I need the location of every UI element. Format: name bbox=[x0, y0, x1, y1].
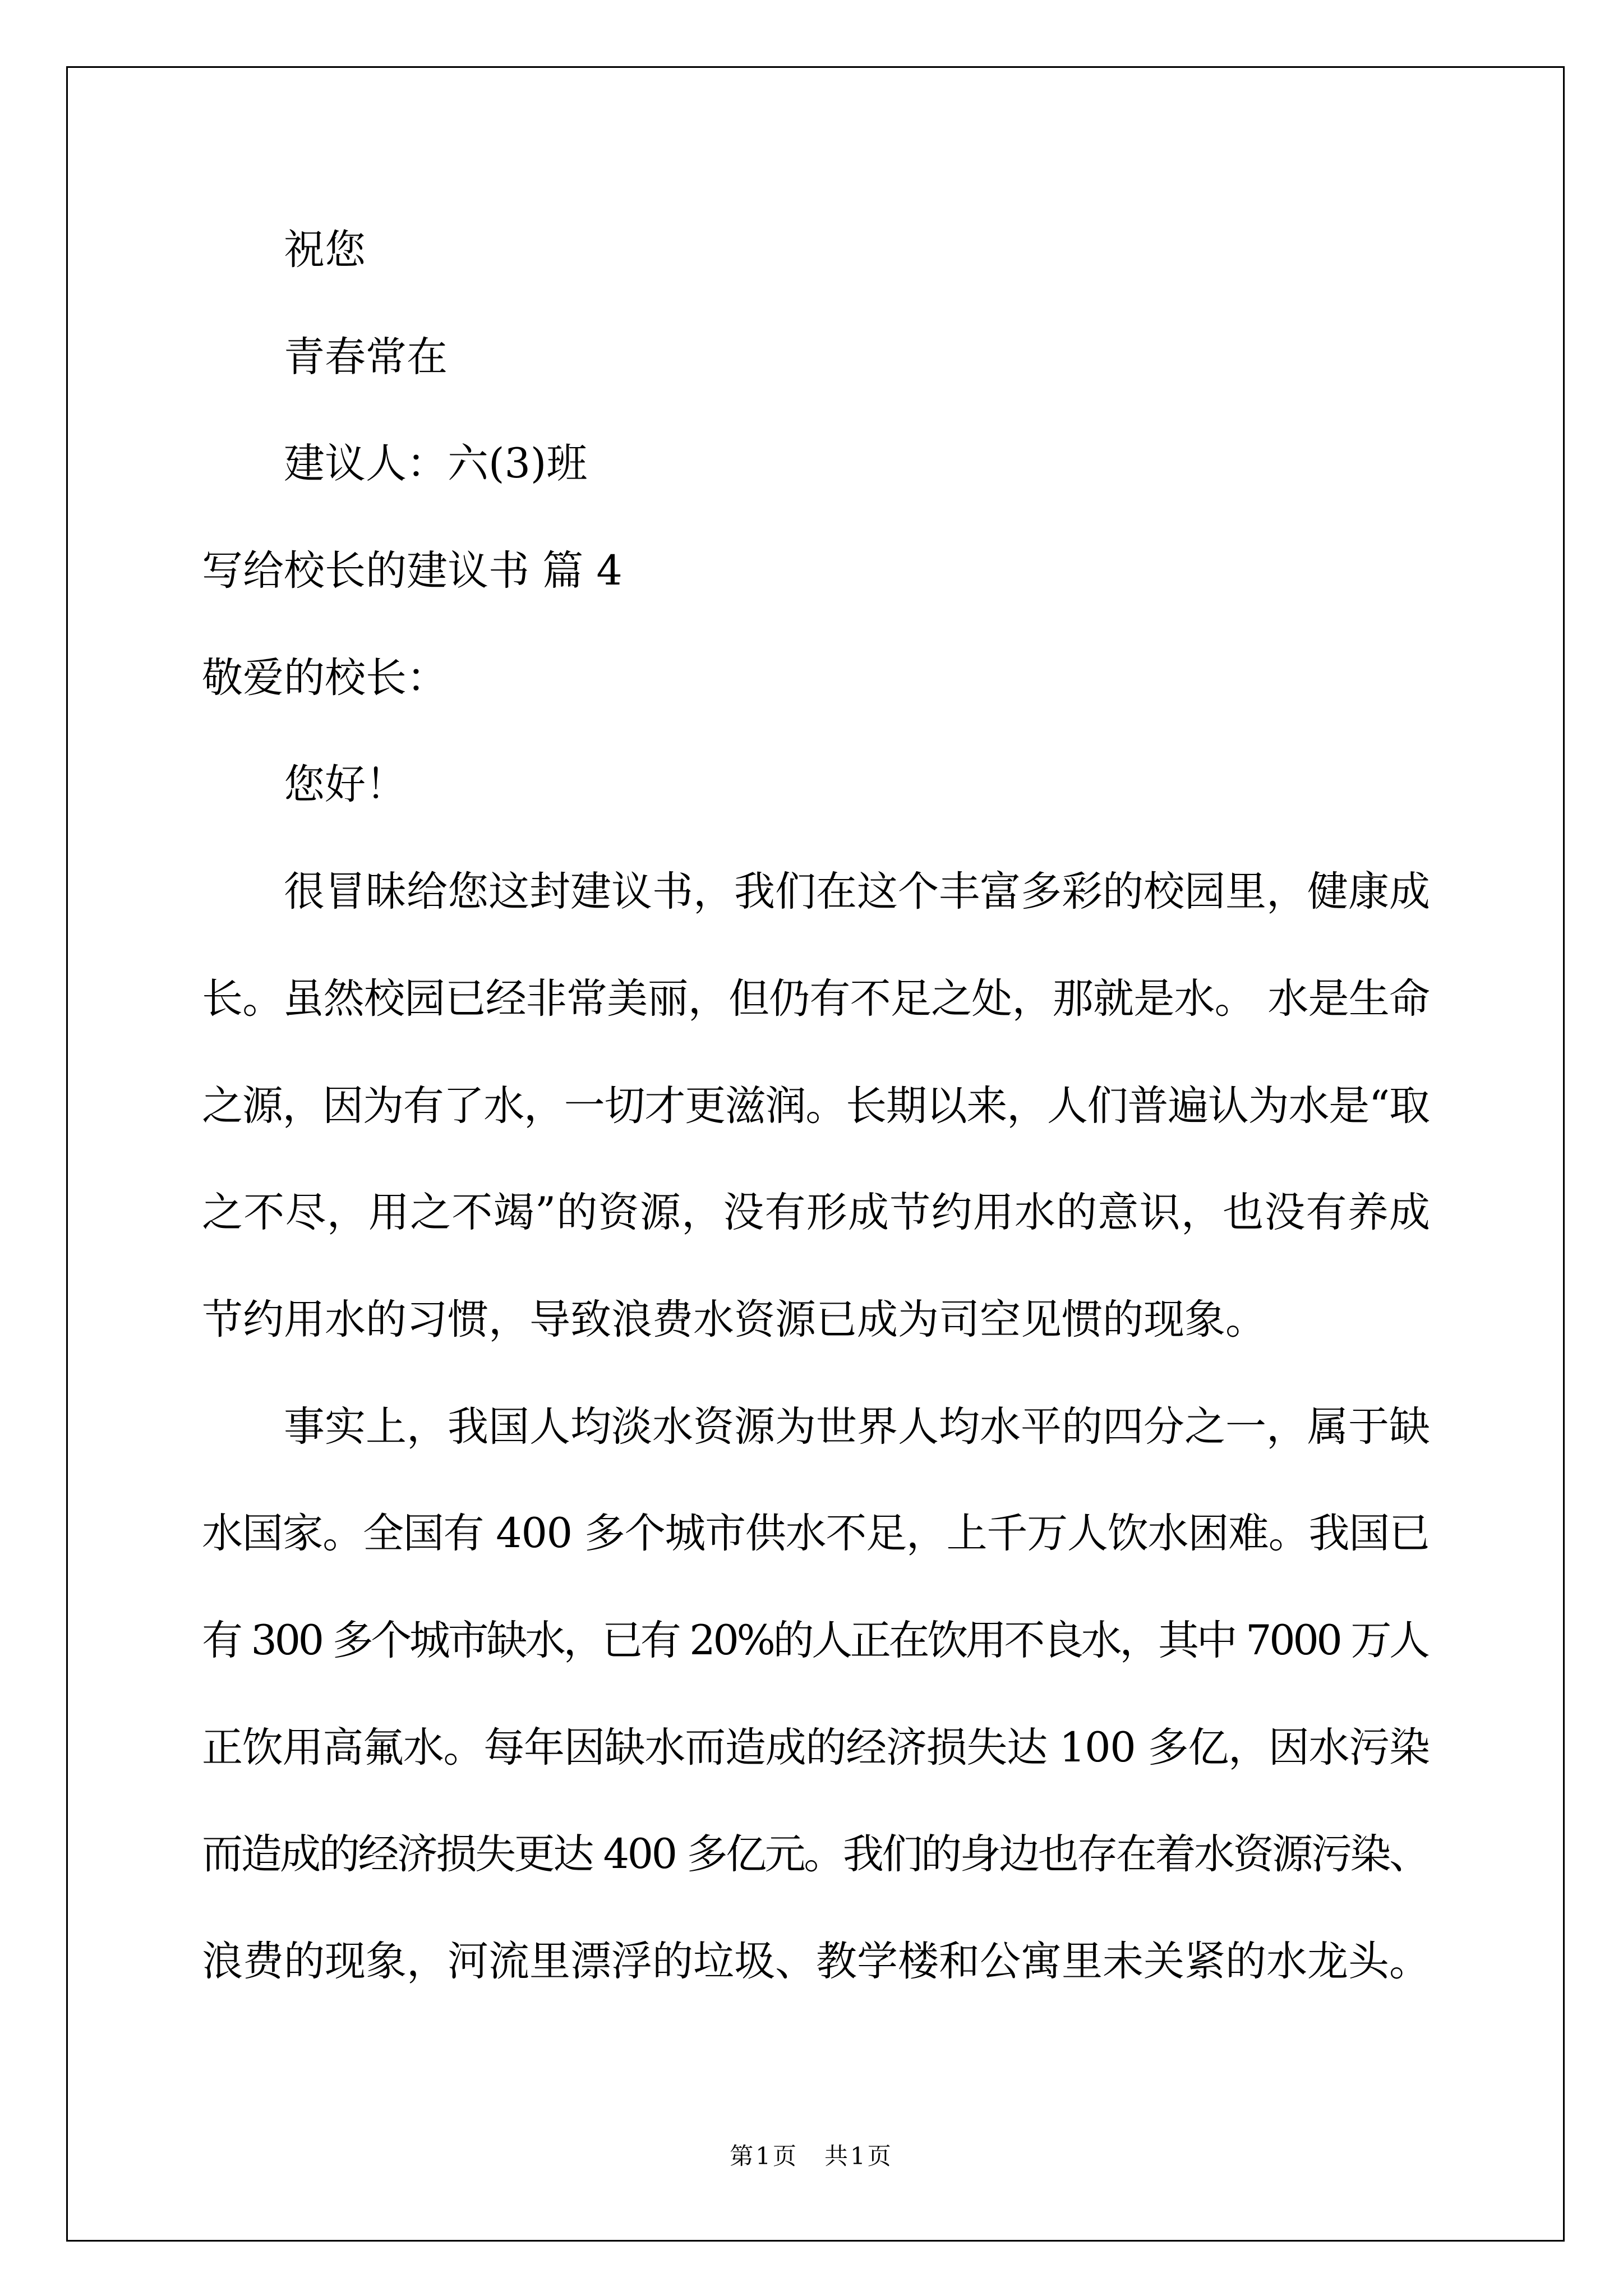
signature-line: 建议人：六(3)班 bbox=[284, 440, 588, 488]
document-body bbox=[202, 197, 1430, 2016]
page-number: 第1页 共1页 bbox=[730, 2142, 893, 2170]
paragraph-line: 之不尽，用之不竭”的资源，没有形成节约用水的意识，也没有养成 bbox=[202, 1189, 1431, 1237]
body-paragraph bbox=[202, 839, 1430, 1373]
paragraph-line: 而造成的经济损失更达 400 多亿元。我们的身边也存在着水资源污染、 bbox=[202, 1830, 1428, 1879]
paragraph-line: 很冒昧给您这封建议书，我们在这个丰富多彩的校园里，健康成 bbox=[284, 868, 1430, 916]
body-paragraph bbox=[202, 1374, 1430, 2016]
section-title: 写给校长的建议书 篇 4 bbox=[202, 547, 623, 595]
paragraph-line: 节约用水的习惯，导致浪费水资源已成为司空见惯的现象。 bbox=[202, 1295, 1266, 1343]
paragraph-line: 之源，因为有了水，一切才更滋润。长期以来，人们普遍认为水是“取 bbox=[202, 1082, 1430, 1130]
paragraph-line: 事实上，我国人均淡水资源为世界人均水平的四分之一，属于缺 bbox=[284, 1402, 1430, 1451]
closing-wish: 青春常在 bbox=[284, 333, 448, 381]
paragraph-line: 浪费的现象，河流里漂浮的垃圾、教学楼和公寓里未关紧的水龙头。 bbox=[202, 1938, 1430, 1985]
closing-salutation: 祝您 bbox=[284, 226, 366, 274]
opening-line: 您好！ bbox=[284, 761, 407, 809]
paragraph-line: 长。虽然校园已经非常美丽，但仍有不足之处，那就是水。 水是生命 bbox=[202, 974, 1430, 1023]
greeting-line: 敬爱的校长： bbox=[202, 654, 448, 702]
paragraph-line: 水国家。全国有 400 多个城市供水不足，上千万人饮水困难。我国已 bbox=[202, 1510, 1430, 1558]
paragraph-line: 有 300 多个城市缺水，已有 20%的人正在饮用不良水，其中 7000 万人 bbox=[202, 1616, 1428, 1664]
paragraph-line: 正饮用高氟水。每年因缺水而造成的经济损失达 100 多亿，因水污染 bbox=[202, 1723, 1430, 1772]
